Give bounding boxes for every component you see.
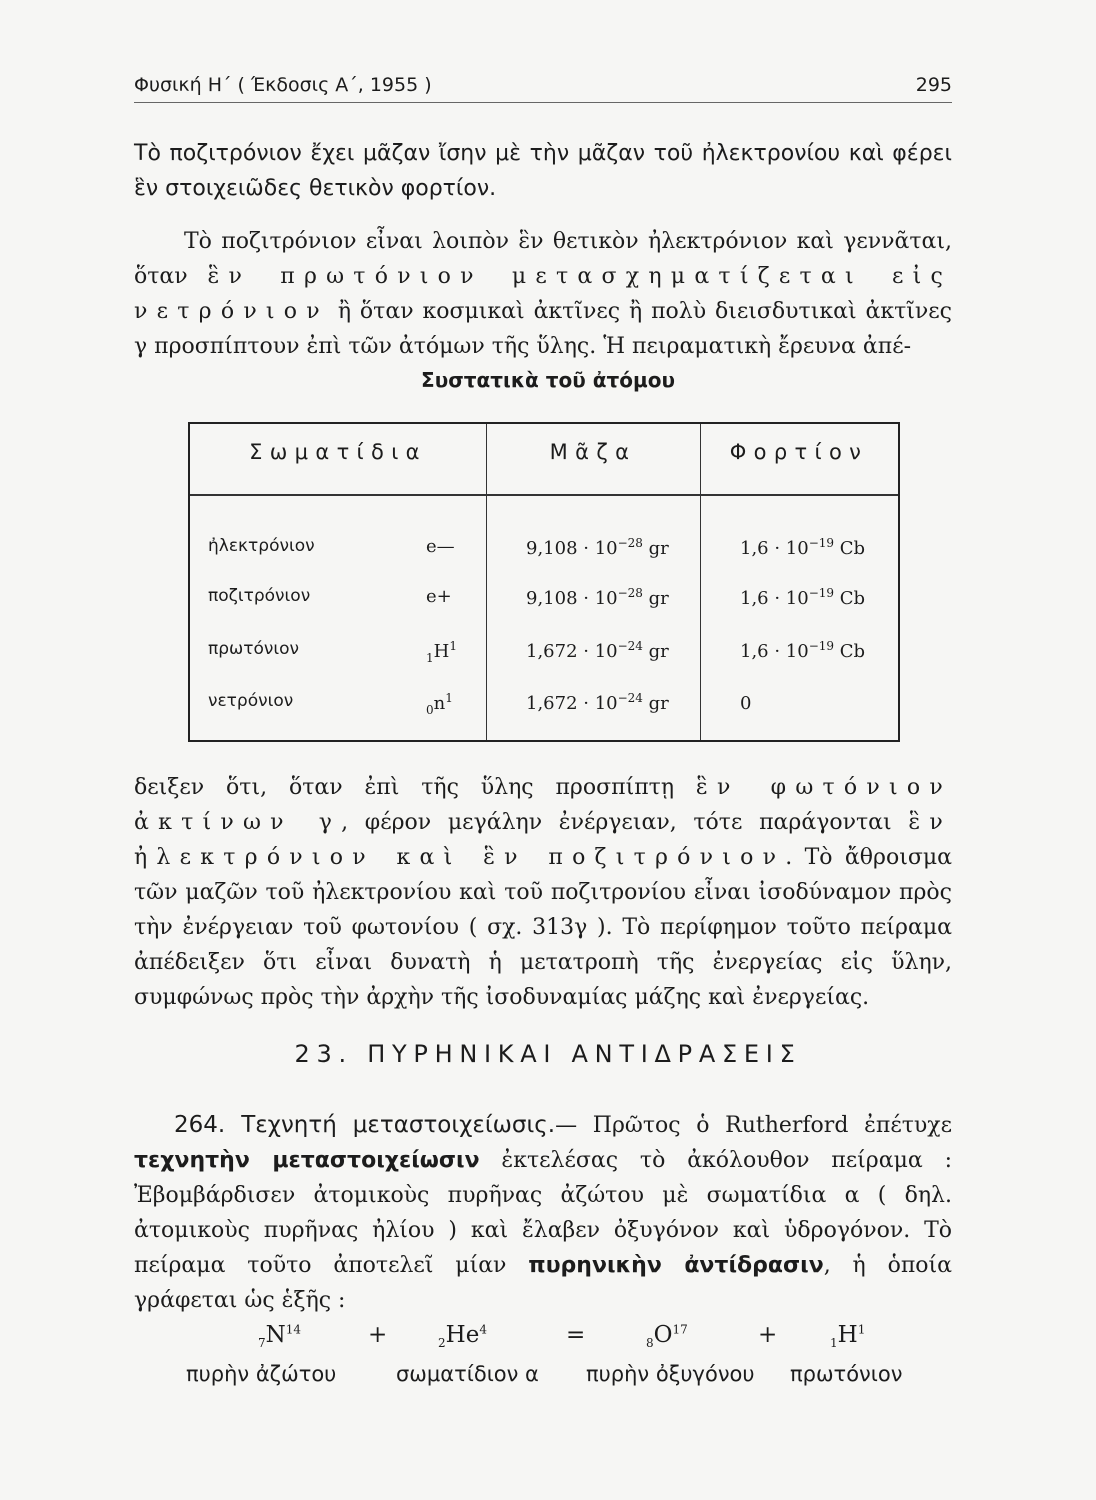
p3-spaced-1: ἓν φωτόνιον ἀκτίνων γ [134, 775, 952, 835]
mass-exp: −24 [617, 639, 643, 653]
plus-sign: + [368, 1322, 388, 1348]
particle-charge [740, 586, 865, 609]
paragraph-positron-mass [134, 136, 952, 206]
p3-text-b: , φέρον μεγάλην ἐνέργειαν, τότε παράγονται [341, 810, 909, 835]
element-symbol: O [653, 1322, 673, 1348]
charge-unit: Cb [834, 588, 866, 609]
element-symbol: He [445, 1322, 480, 1348]
header-particles: Σωματίδια [249, 440, 427, 464]
header-mass: Μᾶζα [549, 440, 637, 464]
mass-base: 1,672 · 10 [526, 693, 618, 714]
mass-base: 9,108 · 10 [526, 538, 618, 559]
charge-base: 1,6 · 10 [740, 641, 809, 662]
label-proton: πρωτόνιον [790, 1362, 903, 1386]
section-title: 23. ΠΥΡΗΝΙΚΑΙ ΑΝΤΙΔΡΑΣΕΙΣ [294, 1040, 802, 1068]
charge-unit: Cb [834, 538, 866, 559]
particle-mass [526, 536, 669, 559]
symbol-superscript: 1 [445, 691, 453, 705]
particle-symbol [426, 639, 457, 665]
particle-name: νετρόνιον [208, 691, 294, 711]
table-caption: Συστατικὰ τοῦ ἀτόμου [421, 368, 675, 392]
mass-unit: gr [642, 538, 669, 559]
charge-exp: −19 [808, 586, 835, 600]
table-row [190, 524, 898, 574]
particle-mass [526, 639, 669, 662]
charge-base: 1,6 · 10 [740, 538, 809, 559]
mass-base: 9,108 · 10 [526, 588, 618, 609]
term-helium [438, 1322, 487, 1350]
equals-sign: = [566, 1322, 586, 1348]
mass-number: 14 [285, 1322, 302, 1337]
p4-text-b: ἐκτελέσας τὸ ἀκόλουθον πείραμα : Ἐβομβάρδισεν ἀτομικοὺς πυρῆνας ἀζώτου μὲ σωματίδια α ( δηλ. ἀτομικοὺς πυρῆνας ἠλίου ) καὶ ἔλαβεν ὀξυγόνον καὶ ὑδρογόνον. Τὸ πείραμα τοῦτο ἀποτελεῖ μίαν [134, 1148, 952, 1278]
p3-spaced-2: ἓν ἠλεκτρόνιον καὶ ἓν ποζιτρόνιον [134, 810, 952, 870]
prescript: 1 [830, 1336, 838, 1350]
running-header [134, 74, 952, 103]
symbol-letter: n [433, 693, 446, 714]
mass-unit: gr [642, 641, 669, 662]
term-oxygen [646, 1322, 688, 1350]
particle-charge [740, 536, 865, 559]
subsection-title: 264. Τεχνητή μεταστοιχείωσις. [174, 1112, 556, 1138]
table-row [190, 627, 898, 677]
charge-exp: −19 [808, 639, 835, 653]
term-nitrogen [258, 1322, 301, 1350]
header-charge: Φορτίον [729, 440, 869, 464]
symbol-letter: H [433, 641, 450, 662]
prescript: 2 [438, 1336, 446, 1350]
p4-text-c: , ἡ ὁποία γράφεται ὡς ἑξῆς : [134, 1253, 953, 1313]
symbol-prescript: 0 [426, 703, 434, 717]
charge-base: 0 [740, 693, 752, 714]
paragraph-transmutation [134, 1108, 952, 1318]
p1-text: Τὸ ποζιτρόνιον ἔχει μᾶζαν ἴσην μὲ τὴν μᾶζαν τοῦ ἠλεκτρονίου καὶ φέρει ἓν στοιχειῶδες θετικὸν φορτίον. [134, 141, 952, 201]
p2-text-a: Τὸ ποζιτρόνιον εἶναι λοιπὸν ἓν θετικὸν ἠλεκτρόνιον καὶ γεννᾶται, ὅταν [134, 229, 952, 289]
plus-sign: + [758, 1322, 778, 1348]
mass-exp: −28 [617, 586, 643, 600]
paragraph-positron-origin [134, 224, 952, 364]
atom-constituents-table [188, 422, 900, 742]
particle-mass [526, 691, 669, 714]
table-header-divider [190, 494, 898, 496]
p2-text-b: ἢ ὅταν κοσμικαὶ ἀκτῖνες ἢ πολὺ διεισδυτικαὶ ἀκτῖνες γ προσπίπτουν ἐπὶ τῶν ἀτόμων τῆς ὕλης. Ἡ πειραματικὴ ἔρευνα ἀπέ- [134, 299, 952, 359]
charge-base: 1,6 · 10 [740, 588, 809, 609]
term-hydrogen [830, 1322, 865, 1350]
mass-unit: gr [642, 693, 669, 714]
mass-number: 1 [857, 1322, 866, 1337]
page-number: 295 [915, 74, 952, 96]
particle-symbol: e+ [426, 586, 452, 607]
mass-exp: −24 [617, 691, 643, 705]
particle-name: ἠλεκτρόνιον [208, 536, 315, 556]
particle-mass [526, 586, 669, 609]
element-symbol: N [265, 1322, 286, 1348]
p2-spaced: ἓν πρωτόνιον μετασχηματίζεται εἰς νετρόνιον [134, 264, 953, 324]
particle-charge [740, 691, 751, 714]
symbol-prescript: 1 [426, 651, 434, 665]
mass-unit: gr [642, 588, 669, 609]
table-row [190, 574, 898, 624]
label-alpha-particle: σωματίδιον α [396, 1362, 539, 1386]
mass-number: 17 [672, 1322, 688, 1337]
p4-text-a: — Πρῶτος ὁ Rutherford ἐπέτυχε [555, 1113, 953, 1138]
p3-text-a: δειξεν ὅτι, ὅταν ἐπὶ τῆς ὕλης προσπίπτῃ [134, 775, 696, 800]
prescript: 7 [258, 1336, 266, 1350]
charge-unit: Cb [834, 641, 866, 662]
p4-bold-1: τεχνητὴν μεταστοιχείωσιν [134, 1148, 480, 1173]
p4-bold-2: πυρηνικὴν ἀντίδρασιν [528, 1253, 824, 1278]
mass-exp: −28 [617, 536, 643, 550]
element-symbol: H [837, 1322, 858, 1348]
prescript: 8 [646, 1336, 654, 1350]
label-nitrogen-nucleus: πυρὴν ἀζώτου [186, 1362, 337, 1386]
particle-symbol: e— [426, 536, 455, 557]
table-row [190, 679, 898, 729]
mass-base: 1,672 · 10 [526, 641, 618, 662]
p3-text-c: . Τὸ ἄθροισμα τῶν μαζῶν τοῦ ἠλεκτρονίου καὶ τοῦ ποζιτρονίου εἶναι ἰσοδύναμον πρὸς τὴν ἐνέργειαν τοῦ φωτονίου ( σχ. 313γ ). Τὸ περίφημον τοῦτο πείραμα ἀπέδειξεν ὅτι εἶναι δυνατὴ ἡ μετατροπὴ τῆς ἐνεργείας εἰς ὕλην, συμφώνως πρὸς τὴν ἀρχὴν τῆς ἰσοδυναμίας μάζης καὶ ἐνεργείας. [134, 845, 952, 1010]
particle-name: πρωτόνιον [208, 639, 300, 659]
running-title: Φυσική Η΄ ( Έκδοσις Α΄, 1955 ) [134, 74, 432, 96]
symbol-superscript: 1 [449, 639, 457, 653]
paragraph-pair-production [134, 770, 952, 1015]
particle-name: ποζιτρόνιον [208, 586, 311, 606]
particle-symbol [426, 691, 453, 717]
charge-exp: −19 [808, 536, 835, 550]
particle-charge [740, 639, 865, 662]
label-oxygen-nucleus: πυρὴν ὀξυγόνου [586, 1362, 755, 1386]
mass-number: 4 [479, 1322, 487, 1337]
